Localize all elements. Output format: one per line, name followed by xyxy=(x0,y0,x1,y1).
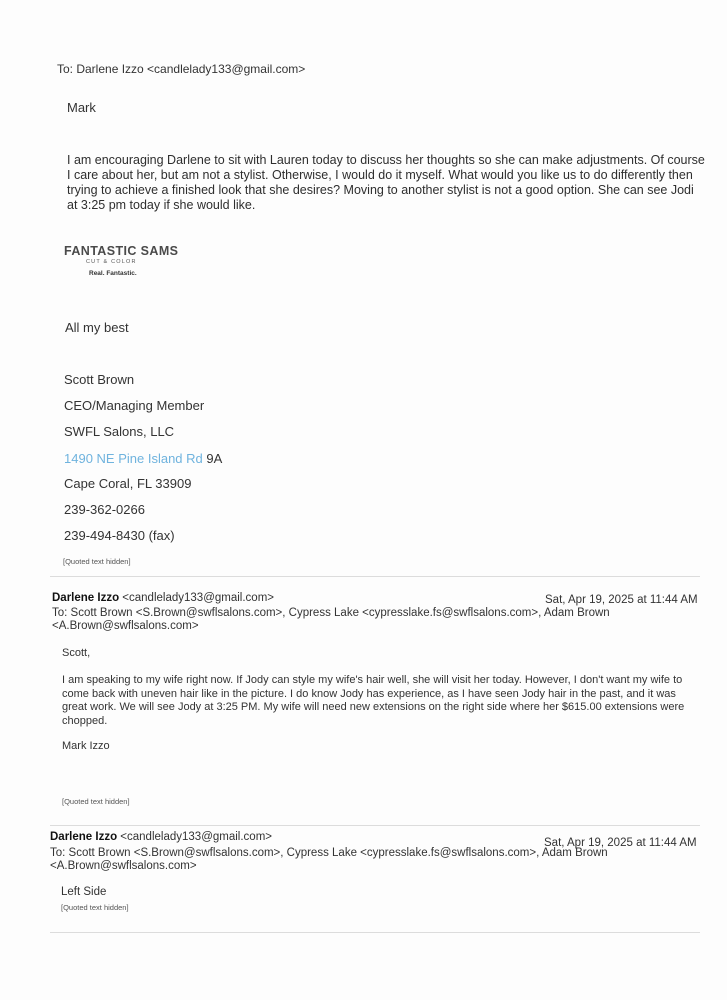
reply-2-date: Sat, Apr 19, 2025 at 11:44 AM xyxy=(544,837,697,849)
signature-phone: 239-362-0266 xyxy=(64,502,145,517)
reply-1-from xyxy=(52,592,274,604)
reply-1-recipients: To: Scott Brown <S.Brown@swflsalons.com>, Cypress Lake <cypresslake.fs@swflsalons.com>, Adam Brown <A.Brown@swflsalons.com> xyxy=(52,607,610,632)
message-divider xyxy=(50,576,700,577)
reply-1-from-address: <candlelady133@gmail.com> xyxy=(119,592,274,604)
logo-name: FANTASTIC SAMS xyxy=(64,244,179,258)
logo-tagline: Real. Fantastic. xyxy=(89,270,137,277)
reply-1-from-name: Darlene Izzo xyxy=(52,592,120,604)
signature-title: CEO/Managing Member xyxy=(64,398,205,413)
reply-2-recipients: To: Scott Brown <S.Brown@swflsalons.com>, Cypress Lake <cypresslake.fs@swflsalons.com>, Adam Brown <A.Brown@swflsalons.com> xyxy=(50,847,608,872)
to-line: To: Darlene Izzo <candlelady133@gmail.com> xyxy=(57,62,306,76)
message-divider xyxy=(50,825,700,826)
signature-name: Scott Brown xyxy=(64,372,135,387)
reply-1-date: Sat, Apr 19, 2025 at 11:44 AM xyxy=(545,594,698,606)
signature-address xyxy=(64,451,222,466)
address-link[interactable]: 1490 NE Pine Island Rd xyxy=(64,451,203,466)
address-suite: 9A xyxy=(202,451,223,466)
reply-1-body: I am speaking to my wife right now. If Jody can style my wife's hair well, she will visit her today. However, I don't want my wife to come back with uneven hair like in the picture. I do know Jody has experience, as I have seen Jody hair in the past, and it was great work. We will see Jody at 3:25 PM. My wife will need new extensions on the right side where her $615.00 extensions were chopped. xyxy=(62,674,685,727)
message-greeting: Mark xyxy=(67,100,96,115)
signature-fax: 239-494-8430 (fax) xyxy=(64,528,175,543)
quoted-text-hidden[interactable]: [Quoted text hidden] xyxy=(63,557,131,566)
logo-sub: CUT & COLOR xyxy=(86,259,137,265)
quoted-text-hidden[interactable]: [Quoted text hidden] xyxy=(61,903,129,912)
signature-city: Cape Coral, FL 33909 xyxy=(64,476,192,491)
reply-2-body: Left Side xyxy=(61,886,107,898)
signature-company: SWFL Salons, LLC xyxy=(64,424,175,439)
reply-2-from xyxy=(50,831,272,843)
message-body: I am encouraging Darlene to sit with Lauren today to discuss her thoughts so she can make adjustments. Of course I care about her, but am not a stylist. Otherwise, I would do it myself. What would you like us to do differently then trying to achieve a finished look that she desires? Moving to another stylist is not a good option. She can see Jodi at 3:25 pm today if she would like. xyxy=(67,153,705,212)
reply-1-salutation: Scott, xyxy=(62,647,91,659)
reply-2-from-address: <candlelady133@gmail.com> xyxy=(117,831,272,843)
message-divider xyxy=(50,932,700,933)
fantastic-sams-logo xyxy=(64,244,224,277)
reply-1-signoff: Mark Izzo xyxy=(62,740,110,752)
reply-2-from-name: Darlene Izzo xyxy=(50,831,118,843)
quoted-text-hidden[interactable]: [Quoted text hidden] xyxy=(62,797,130,806)
signature-closing: All my best xyxy=(65,320,129,335)
